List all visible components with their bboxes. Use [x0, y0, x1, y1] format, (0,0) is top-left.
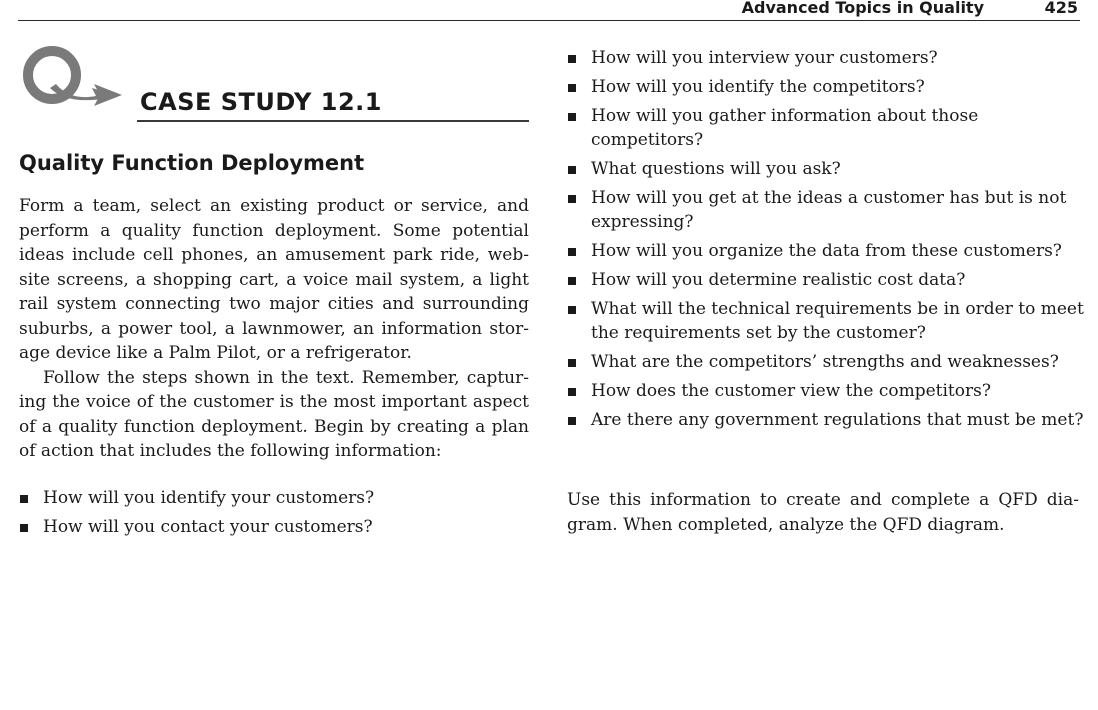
closing-paragraph: Use this information to create and complete a QFD dia-gram. When completed, analyze the QFD diagram.	[567, 490, 1079, 535]
list-item: What are the competitors’ strengths and weaknesses?	[567, 350, 1087, 374]
title-underline	[137, 120, 529, 122]
case-study-title: CASE STUDY 12.1	[140, 88, 382, 116]
list-item: How does the customer view the competitors?	[567, 379, 1087, 403]
bullet-square-icon	[20, 524, 28, 532]
list-item: How will you contact your customers?	[19, 515, 529, 539]
bullet-square-icon	[568, 84, 576, 92]
bullet-square-icon	[568, 417, 576, 425]
bullet-square-icon	[568, 55, 576, 63]
list-item: How will you identify the competitors?	[567, 75, 1087, 99]
paragraph-2: Follow the steps shown in the text. Remember, captur-ing the voice of the customer is the most important aspect of a quality function deployment. Begin by creating a plan of action that includes the following information:	[19, 367, 529, 461]
list-item: How will you determine realistic cost data?	[567, 268, 1087, 292]
q-arrow-icon	[22, 44, 128, 120]
page-number: 425	[1044, 0, 1078, 17]
list-item: How will you identify your customers?	[19, 486, 529, 510]
left-bullet-list	[19, 486, 529, 544]
bullet-square-icon	[568, 113, 576, 121]
list-item: How will you interview your customers?	[567, 46, 1087, 70]
list-item: How will you get at the ideas a customer has but is not expressing?	[567, 186, 1087, 234]
bullet-square-icon	[568, 248, 576, 256]
bullet-square-icon	[568, 277, 576, 285]
bullet-square-icon	[568, 166, 576, 174]
bullet-square-icon	[568, 388, 576, 396]
list-item: How will you organize the data from these customers?	[567, 239, 1087, 263]
running-header	[18, 0, 1080, 21]
bullet-square-icon	[568, 359, 576, 367]
list-item: What questions will you ask?	[567, 157, 1087, 181]
bullet-square-icon	[20, 495, 28, 503]
list-item: What will the technical requirements be in order to meet the requirements set by the customer?	[567, 297, 1087, 345]
list-item: Are there any government regulations that must be met?	[567, 408, 1087, 432]
body-text	[19, 194, 529, 464]
bullet-square-icon	[568, 306, 576, 314]
list-item: How will you gather information about those competitors?	[567, 104, 1087, 152]
bullet-square-icon	[568, 195, 576, 203]
running-header-title: Advanced Topics in Quality	[741, 0, 984, 17]
paragraph-1: Form a team, select an existing product or service, and perform a quality function deployment. Some potential ideas include cell phones, an amusement park ride, web-site screens, a shopping cart, a voice mail system, a light rail system connecting two major cities and surrounding suburbs, a power tool, a lawnmower, an information stor-age device like a Palm Pilot, or a refrigerator.	[19, 196, 529, 363]
section-heading: Quality Function Deployment	[19, 151, 365, 175]
right-bullet-list	[567, 46, 1087, 437]
